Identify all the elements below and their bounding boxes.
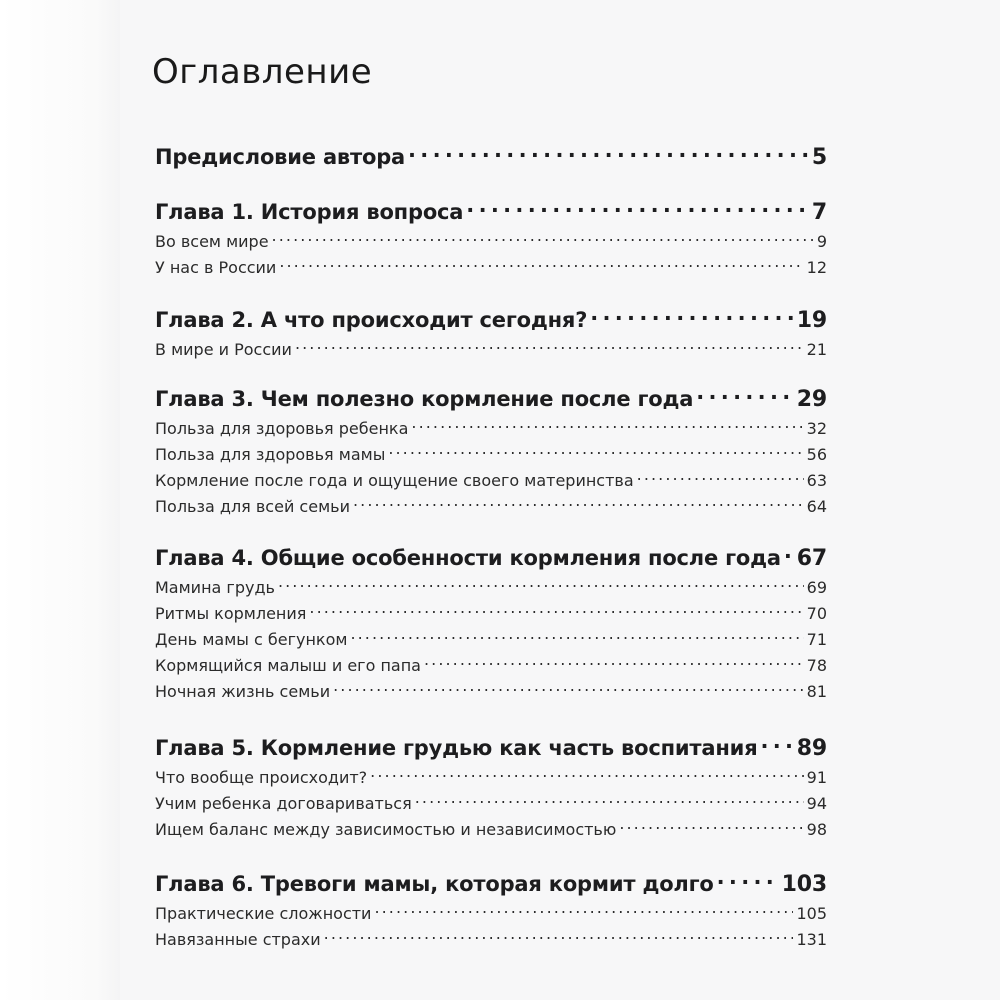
toc-entry-page: 63 <box>806 471 827 490</box>
toc-entry-page: 98 <box>806 820 827 839</box>
toc-entry-page: 71 <box>806 630 827 649</box>
toc-entry-page: 94 <box>806 794 827 813</box>
toc-entry-section[interactable] <box>155 793 827 813</box>
dot-leader <box>424 655 804 671</box>
toc-entry-section[interactable] <box>155 444 827 464</box>
toc-entry-section[interactable] <box>155 903 827 923</box>
toc-entry-label: Глава 4. Общие особенности кормления после года <box>155 546 781 570</box>
dot-leader <box>717 870 779 891</box>
toc-entry-label: Кормление после года и ощущение своего материнства <box>155 471 634 490</box>
toc-entry-label: Кормящийся малыш и его папа <box>155 656 421 675</box>
toc-entry-page: 131 <box>796 930 827 949</box>
dot-leader <box>388 444 803 460</box>
toc-entry-label: У нас в России <box>155 258 277 277</box>
toc-entry-preface[interactable] <box>155 143 827 170</box>
toc-entry-label: Глава 6. Тревоги мамы, которая кормит долго <box>155 872 714 896</box>
toc-entry-page: 29 <box>796 387 827 412</box>
toc-entry-section[interactable] <box>155 231 827 251</box>
toc-entry-chapter-2[interactable] <box>155 306 827 333</box>
dot-leader <box>784 544 794 565</box>
toc-entry-page: 70 <box>806 604 827 623</box>
toc-entry-section[interactable] <box>155 681 827 701</box>
dot-leader <box>619 819 803 835</box>
dot-leader <box>279 257 803 273</box>
dot-leader <box>466 198 809 219</box>
dot-leader <box>309 603 803 619</box>
toc-entry-section[interactable] <box>155 603 827 623</box>
page-margin <box>0 0 120 1000</box>
dot-leader <box>295 339 804 355</box>
toc-entry-page: 89 <box>796 736 827 761</box>
dot-leader <box>278 577 804 593</box>
toc-entry-page: 91 <box>806 768 827 787</box>
toc-entry-label: Глава 5. Кормление грудью как часть воспитания <box>155 736 758 760</box>
dot-leader <box>411 418 803 434</box>
toc-entry-label: В мире и России <box>155 340 292 359</box>
toc-entry-section[interactable] <box>155 496 827 516</box>
toc-entry-page: 78 <box>806 656 827 675</box>
dot-leader <box>370 767 803 783</box>
toc-entry-label: Польза для всей семьи <box>155 497 350 516</box>
toc-entry-page: 9 <box>816 232 827 251</box>
dot-leader <box>415 793 804 809</box>
dot-leader <box>324 929 794 945</box>
toc-entry-label: Ищем баланс между зависимостью и независимостью <box>155 820 617 839</box>
toc-entry-label: Ночная жизнь семьи <box>155 682 331 701</box>
toc-entry-label: Польза для здоровья ребенка <box>155 419 409 438</box>
toc-entry-page: 69 <box>806 578 827 597</box>
dot-leader <box>637 470 804 486</box>
toc-entry-label: Мамина грудь <box>155 578 275 597</box>
toc-entry-chapter-5[interactable] <box>155 734 827 761</box>
toc-entry-chapter-6[interactable] <box>155 870 827 897</box>
dot-leader <box>272 231 814 247</box>
toc-entry-label: Навязанные страхи <box>155 930 321 949</box>
toc-entry-label: День мамы с бегунком <box>155 630 348 649</box>
toc-entry-page: 7 <box>811 200 827 225</box>
toc-entry-page: 19 <box>796 308 827 333</box>
toc-entry-chapter-1[interactable] <box>155 198 827 225</box>
dot-leader <box>374 903 793 919</box>
toc-entry-section[interactable] <box>155 767 827 787</box>
toc-entry-label: Учим ребенка договариваться <box>155 794 412 813</box>
table-of-contents <box>155 0 827 1000</box>
toc-entry-section[interactable] <box>155 418 827 438</box>
toc-entry-page: 32 <box>806 419 827 438</box>
toc-entry-section[interactable] <box>155 629 827 649</box>
dot-leader <box>353 496 804 512</box>
dot-leader <box>333 681 804 697</box>
toc-entry-page: 21 <box>806 340 827 359</box>
toc-entry-section[interactable] <box>155 929 827 949</box>
toc-entry-label: Ритмы кормления <box>155 604 307 623</box>
toc-entry-section[interactable] <box>155 655 827 675</box>
dot-leader <box>408 143 809 164</box>
toc-entry-chapter-4[interactable] <box>155 544 827 571</box>
toc-entry-page: 67 <box>796 546 827 571</box>
toc-entry-label: Глава 2. А что происходит сегодня? <box>155 308 588 332</box>
toc-entry-label: Практические сложности <box>155 904 372 923</box>
dot-leader <box>696 385 794 406</box>
toc-entry-page: 5 <box>811 145 827 170</box>
toc-entry-label: Глава 3. Чем полезно кормление после года <box>155 387 694 411</box>
dot-leader <box>350 629 803 645</box>
toc-entry-label: Что вообще происходит? <box>155 768 368 787</box>
dot-leader <box>760 734 793 755</box>
toc-entry-label: Во всем мире <box>155 232 269 251</box>
toc-entry-page: 12 <box>806 258 827 277</box>
dot-leader <box>590 306 794 327</box>
toc-entry-section[interactable] <box>155 470 827 490</box>
toc-entry-page: 103 <box>781 872 827 897</box>
toc-entry-label: Глава 1. История вопроса <box>155 200 464 224</box>
toc-entry-page: 105 <box>796 904 827 923</box>
toc-entry-section[interactable] <box>155 257 827 277</box>
toc-entry-label: Польза для здоровья мамы <box>155 445 386 464</box>
toc-entry-section[interactable] <box>155 577 827 597</box>
toc-entry-page: 81 <box>806 682 827 701</box>
toc-entry-page: 64 <box>806 497 827 516</box>
toc-entry-chapter-3[interactable] <box>155 385 827 412</box>
toc-entry-page: 56 <box>806 445 827 464</box>
page-title: Оглавление <box>152 52 373 92</box>
toc-entry-section[interactable] <box>155 339 827 359</box>
toc-entry-label: Предисловие автора <box>155 145 405 169</box>
toc-entry-section[interactable] <box>155 819 827 839</box>
